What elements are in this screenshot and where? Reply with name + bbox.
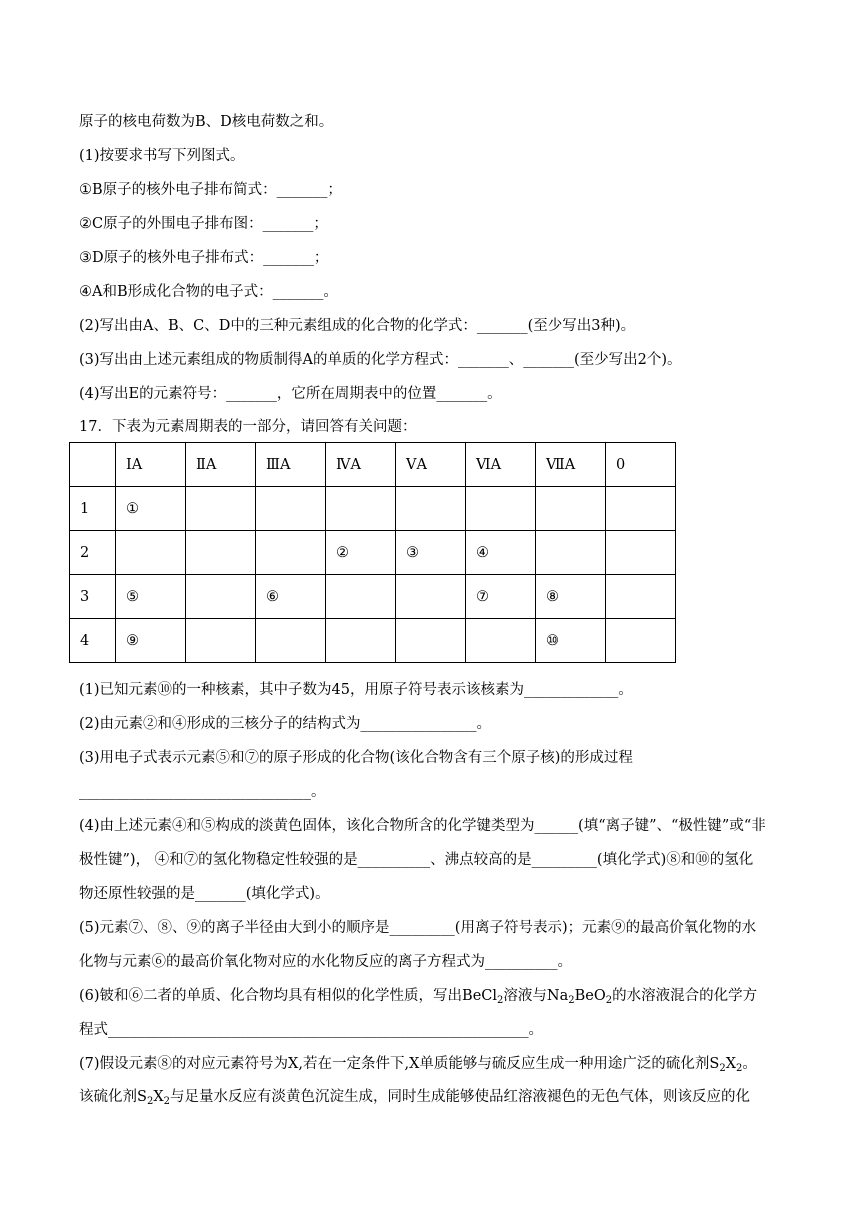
table-cell: 2 <box>70 531 116 575</box>
q17-title: 17．下表为元素周期表的一部分，请回答有关问题： <box>79 419 417 435</box>
q17-part2: (2)由元素②和④形成的三核分子的结构式为________________。 <box>79 716 492 732</box>
text-run: 与足量水反应有淡黄色沉淀生成，同时生成能够使品红溶液褪色的无色气体，则该反应的化 <box>170 1089 751 1105</box>
table-cell: 1 <box>70 487 116 531</box>
q16-part2: (2)写出由A、B、C、D中的三种元素组成的化合物的化学式：_______(至少写出3种)。 <box>79 318 636 334</box>
q17-part6-line2: 程式__________________________________________________________。 <box>79 1022 543 1038</box>
text-run: 溶液与Na <box>503 988 569 1004</box>
table-cell: ⅡA <box>186 443 256 487</box>
table-cell: ⑥ <box>256 575 326 619</box>
text-run: (7)假设元素⑧的对应元素符号为X,若在一定条件下,X单质能够与硫反应生成一种用途广泛的硫化剂S <box>79 1056 720 1072</box>
subscript: 2 <box>146 1096 154 1107</box>
table-cell: ⑦ <box>466 575 536 619</box>
table-cell: ⅥA <box>466 443 536 487</box>
subscript: 2 <box>605 995 613 1006</box>
table-cell: ② <box>326 531 396 575</box>
table-cell: ⅢA <box>256 443 326 487</box>
table-cell <box>606 575 676 619</box>
q16-part1-d: ④A和B形成化合物的电子式：_______。 <box>79 284 338 300</box>
text-run: 的水溶液混合的化学方 <box>612 988 758 1004</box>
q16-part1-b: ②C原子的外围电子排布图：_______； <box>79 216 328 232</box>
table-cell: ⑨ <box>116 619 186 663</box>
q17-part6-line1 <box>79 986 757 1011</box>
text-run: BeO <box>574 988 606 1004</box>
q17-part4-line2: 极性键”)， ④和⑦的氢化物稳定性较强的是__________、沸点较高的是_________(填化学式)⑧和⑩的氢化 <box>79 852 754 868</box>
table-cell <box>606 619 676 663</box>
table-cell <box>70 443 116 487</box>
table-row <box>70 575 676 619</box>
text-run: X <box>153 1089 164 1105</box>
q17-part3-blank: ________________________________。 <box>79 784 326 800</box>
text-run: (6)铍和⑥二者的单质、化合物均具有相似的化学性质，写出BeCl <box>79 988 498 1004</box>
table-cell <box>186 531 256 575</box>
q17-part1: (1)已知元素⑩的一种核素，其中子数为45，用原子符号表示该核素为_____________。 <box>79 682 633 698</box>
table-cell <box>466 487 536 531</box>
q16-part1: (1)按要求书写下列图式。 <box>79 148 245 164</box>
table-cell <box>396 619 466 663</box>
q16-part1-c: ③D原子的核外电子排布式：_______； <box>79 250 329 266</box>
q16-part1-a: ①B原子的核外电子排布简式：_______； <box>79 182 342 198</box>
intro-line: 原子的核电荷数为B、D核电荷数之和。 <box>79 114 334 130</box>
table-row <box>70 619 676 663</box>
table-header-row <box>70 443 676 487</box>
text-run: 该硫化剂S <box>79 1089 147 1105</box>
q16-part3: (3)写出由上述元素组成的物质制得A的单质的化学方程式：_______、_______(至少写出2个)。 <box>79 352 682 368</box>
table-cell <box>186 487 256 531</box>
table-cell <box>186 575 256 619</box>
q17-part4-line3: 物还原性较强的是_______(填化学式)。 <box>79 886 330 902</box>
q17-part5-line2: 化物与元素⑥的最高价氧化物对应的水化物反应的离子方程式为__________。 <box>79 954 572 970</box>
table-cell: 3 <box>70 575 116 619</box>
text-run: X <box>725 1056 737 1072</box>
table-cell: ① <box>116 487 186 531</box>
q17-part3: (3)用电子式表示元素⑤和⑦的原子形成的化合物(该化合物含有三个原子核)的形成过程 <box>79 750 633 766</box>
subscript: 2 <box>736 1063 743 1074</box>
q17-part7-line2 <box>79 1087 750 1112</box>
table-cell <box>116 531 186 575</box>
table-cell <box>396 487 466 531</box>
table-cell <box>256 531 326 575</box>
table-cell: ⅣA <box>326 443 396 487</box>
table-cell <box>256 487 326 531</box>
q16-part4: (4)写出E的元素符号：_______，它所在周期表中的位置_______。 <box>79 386 502 402</box>
table-cell: ⑩ <box>536 619 606 663</box>
table-cell: 0 <box>606 443 676 487</box>
table-cell <box>256 619 326 663</box>
table-cell: ⅠA <box>116 443 186 487</box>
q17-part7-line1 <box>79 1054 757 1079</box>
table-cell <box>326 575 396 619</box>
table-row <box>70 487 676 531</box>
table-cell <box>536 531 606 575</box>
table-cell: ⑤ <box>116 575 186 619</box>
table-cell <box>606 487 676 531</box>
table-row <box>70 531 676 575</box>
table-cell <box>326 487 396 531</box>
subscript: 2 <box>497 995 504 1006</box>
table-cell <box>466 619 536 663</box>
table-cell: 4 <box>70 619 116 663</box>
table-cell: ④ <box>466 531 536 575</box>
table-cell <box>396 575 466 619</box>
table-cell: ⅦA <box>536 443 606 487</box>
periodic-table-excerpt <box>69 442 676 663</box>
subscript: 2 <box>568 995 575 1006</box>
table-cell <box>186 619 256 663</box>
q17-part4-line1: (4)由上述元素④和⑤构成的淡黄色固体，该化合物所含的化学键类型为______(填“离子键”、“极性键”或“非 <box>79 818 766 834</box>
table-cell: ⑧ <box>536 575 606 619</box>
subscript: 2 <box>163 1096 171 1107</box>
table-cell <box>326 619 396 663</box>
table-cell <box>606 531 676 575</box>
subscript: 2 <box>719 1063 726 1074</box>
table-cell: ⅤA <box>396 443 466 487</box>
table-cell: ③ <box>396 531 466 575</box>
text-run: 。 <box>742 1056 757 1072</box>
q17-part5-line1: (5)元素⑦、⑧、⑨的离子半径由大到小的顺序是_________(用离子符号表示)；元素⑨的最高价氧化物的水 <box>79 920 757 936</box>
table-cell <box>536 487 606 531</box>
